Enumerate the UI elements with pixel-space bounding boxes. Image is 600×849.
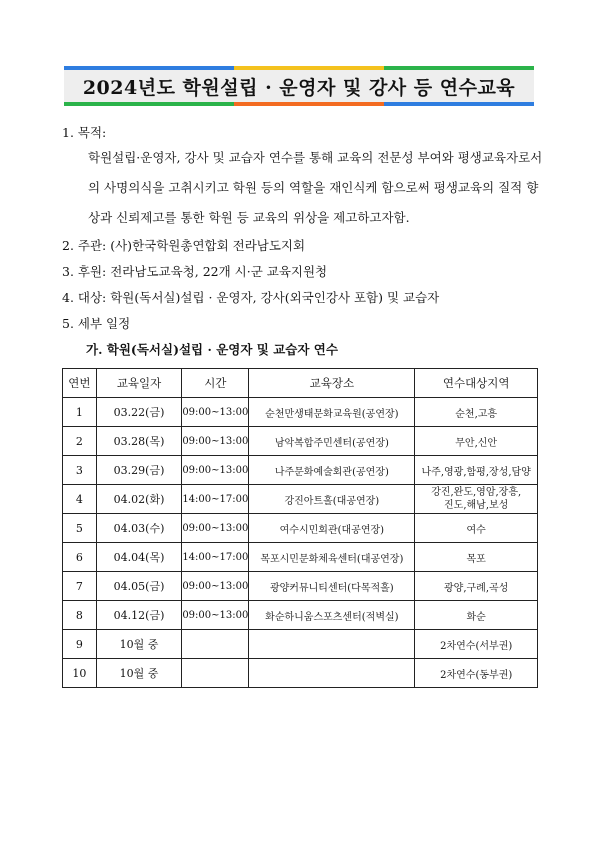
cell-place <box>249 630 415 659</box>
cell-place <box>249 659 415 688</box>
cell-date: 03.29(금) <box>96 456 182 485</box>
cell-no: 2 <box>63 427 97 456</box>
cell-no: 6 <box>63 543 97 572</box>
cell-place: 목포시민문화체육센터(대공연장) <box>249 543 415 572</box>
target-line: 4. 대상: 학원(독서실)설립 · 운영자, 강사(외국인강사 포함) 및 교습자 <box>62 290 440 305</box>
cell-area: 2차연수(동부권) <box>415 659 538 688</box>
cell-date: 04.03(수) <box>96 514 182 543</box>
cell-time: 09:00~13:00 <box>182 456 249 485</box>
cell-no: 5 <box>63 514 97 543</box>
host-line: 2. 주관: (사)한국학원총연합회 전라남도지회 <box>62 238 306 253</box>
cell-no: 1 <box>63 398 97 427</box>
cell-date: 04.02(화) <box>96 485 182 514</box>
cell-time: 09:00~13:00 <box>182 514 249 543</box>
header-place: 교육장소 <box>249 369 415 398</box>
title-background <box>64 70 534 102</box>
header-no: 연번 <box>63 369 97 398</box>
purpose-line-1: 학원설립·운영자, 강사 및 교습자 연수를 통해 교육의 전문성 부여와 평생교육자로서 <box>88 150 543 165</box>
header-area: 연수대상지역 <box>415 369 538 398</box>
cell-date: 03.22(금) <box>96 398 182 427</box>
schedule-table <box>62 368 538 688</box>
purpose-heading: 1. 목적: <box>62 125 107 140</box>
page-title: 2024년도 학원설립 · 운영자 및 강사 등 연수교육 <box>82 76 516 99</box>
cell-place: 나주문화예술회관(공연장) <box>249 456 415 485</box>
title-banner <box>64 66 534 106</box>
schedule-heading: 5. 세부 일정 <box>62 316 131 331</box>
header-date: 교육일자 <box>96 369 182 398</box>
cell-date: 04.04(목) <box>96 543 182 572</box>
cell-place: 순천만생태문화교육원(공연장) <box>249 398 415 427</box>
cell-date: 03.28(목) <box>96 427 182 456</box>
cell-time: 09:00~13:00 <box>182 572 249 601</box>
cell-time: 09:00~13:00 <box>182 398 249 427</box>
sponsor-line: 3. 후원: 전라남도교육청, 22개 시·군 교육지원청 <box>62 264 328 279</box>
cell-area: 나주,영광,함평,장성,담양 <box>415 456 538 485</box>
cell-no: 7 <box>63 572 97 601</box>
table-row <box>63 398 538 427</box>
table-row <box>63 659 538 688</box>
table-row <box>63 456 538 485</box>
cell-area <box>415 485 538 514</box>
header-time: 시간 <box>182 369 249 398</box>
cell-area: 광양,구례,곡성 <box>415 572 538 601</box>
purpose-line-3: 상과 신뢰제고를 통한 학원 등 교육의 위상을 제고하고자함. <box>88 210 410 225</box>
cell-date: 10월 중 <box>96 630 182 659</box>
cell-area: 여수 <box>415 514 538 543</box>
title-bottom-bar <box>64 102 534 106</box>
cell-place: 강진아트홀(대공연장) <box>249 485 415 514</box>
table-row <box>63 427 538 456</box>
cell-no: 10 <box>63 659 97 688</box>
cell-time: 14:00~17:00 <box>182 485 249 514</box>
table-row <box>63 572 538 601</box>
purpose-line-2: 의 사명의식을 고취시키고 학원 등의 역할을 재인식케 함으로써 평생교육의 질적 향 <box>88 180 539 195</box>
cell-place: 남악복합주민센터(공연장) <box>249 427 415 456</box>
cell-place: 여수시민회관(대공연장) <box>249 514 415 543</box>
cell-area: 목포 <box>415 543 538 572</box>
cell-time: 09:00~13:00 <box>182 427 249 456</box>
cell-area-line-2: 진도,해남,보성 <box>444 500 509 511</box>
schedule-subheading: 가. 학원(독서실)설립 · 운영자 및 교습자 연수 <box>86 342 338 357</box>
cell-time <box>182 630 249 659</box>
cell-no: 9 <box>63 630 97 659</box>
cell-no: 4 <box>63 485 97 514</box>
cell-area: 무안,신안 <box>415 427 538 456</box>
cell-date: 04.05(금) <box>96 572 182 601</box>
cell-area-line-1: 강진,완도,영암,장흥, <box>431 487 522 498</box>
cell-date: 04.12(금) <box>96 601 182 630</box>
cell-date: 10월 중 <box>96 659 182 688</box>
table-row <box>63 630 538 659</box>
cell-place: 광양커뮤니티센터(다목적홀) <box>249 572 415 601</box>
table-row <box>63 485 538 514</box>
table-header-row <box>63 369 538 398</box>
cell-area: 순천,고흥 <box>415 398 538 427</box>
table-row <box>63 601 538 630</box>
cell-time: 14:00~17:00 <box>182 543 249 572</box>
cell-no: 8 <box>63 601 97 630</box>
cell-time <box>182 659 249 688</box>
cell-place: 화순하니움스포츠센터(적벽실) <box>249 601 415 630</box>
cell-area: 2차연수(서부권) <box>415 630 538 659</box>
table-row <box>63 543 538 572</box>
cell-area: 화순 <box>415 601 538 630</box>
cell-time: 09:00~13:00 <box>182 601 249 630</box>
cell-no: 3 <box>63 456 97 485</box>
table-row <box>63 514 538 543</box>
